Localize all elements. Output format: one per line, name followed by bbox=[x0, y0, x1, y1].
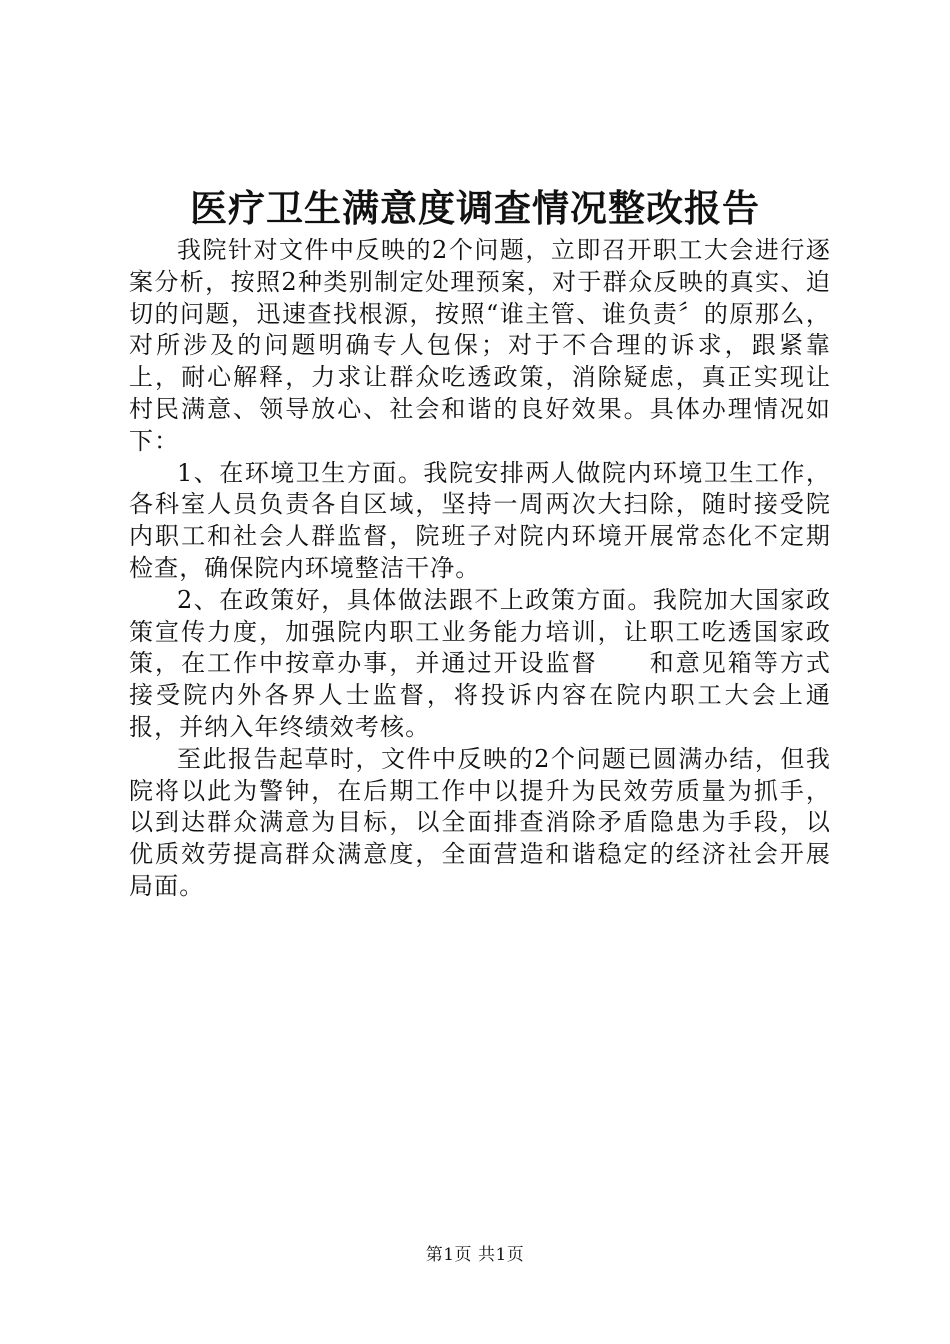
paragraph-conclusion: 至此报告起草时，文件中反映的2个问题已圆满办结，但我院将以此为警钟，在后期工作中以提升为民效劳质量为抓手，以到达群众满意为目标，以全面排查消除矛盾隐患为手段，以优质效劳提高群众满意度，全面营造和谐稳定的经济社会开展局面。 bbox=[129, 744, 831, 900]
document-title: 医疗卫生满意度调查情况整改报告 bbox=[190, 186, 760, 230]
paragraph-intro: 我院针对文件中反映的2个问题，立即召开职工大会进行逐案分析，按照2种类别制定处理预案，对于群众反映的真实、迫切的问题，迅速查找根源，按照“谁主管、谁负责〞的原那么，对所涉及的问题明确专人包保；对于不合理的诉求，跟紧靠上，耐心解释，力求让群众吃透政策，消除疑虑，真正实现让村民满意、领导放心、社会和谐的良好效果。具体办理情况如下： bbox=[129, 236, 831, 455]
document-body bbox=[129, 235, 831, 903]
page-footer: 第1页 共1页 bbox=[425, 1245, 525, 1265]
paragraph-policy: 2、在政策好，具体做法跟不上政策方面。我院加大国家政策宣传力度，加强院内职工业务能力培训，让职工吃透国家政策，在工作中按章办事，并通过开设监督 和意见箱等方式接受院内外各界人士监督，将投诉内容在院内职工大会上通报，并纳入年终绩效考核。 bbox=[129, 585, 831, 741]
paragraph-environment: 1、在环境卫生方面。我院安排两人做院内环境卫生工作，各科室人员负责各自区域，坚持一周两次大扫除，随时接受院内职工和社会人群监督，院班子对院内环境开展常态化不定期检查，确保院内环境整洁干净。 bbox=[129, 458, 831, 582]
